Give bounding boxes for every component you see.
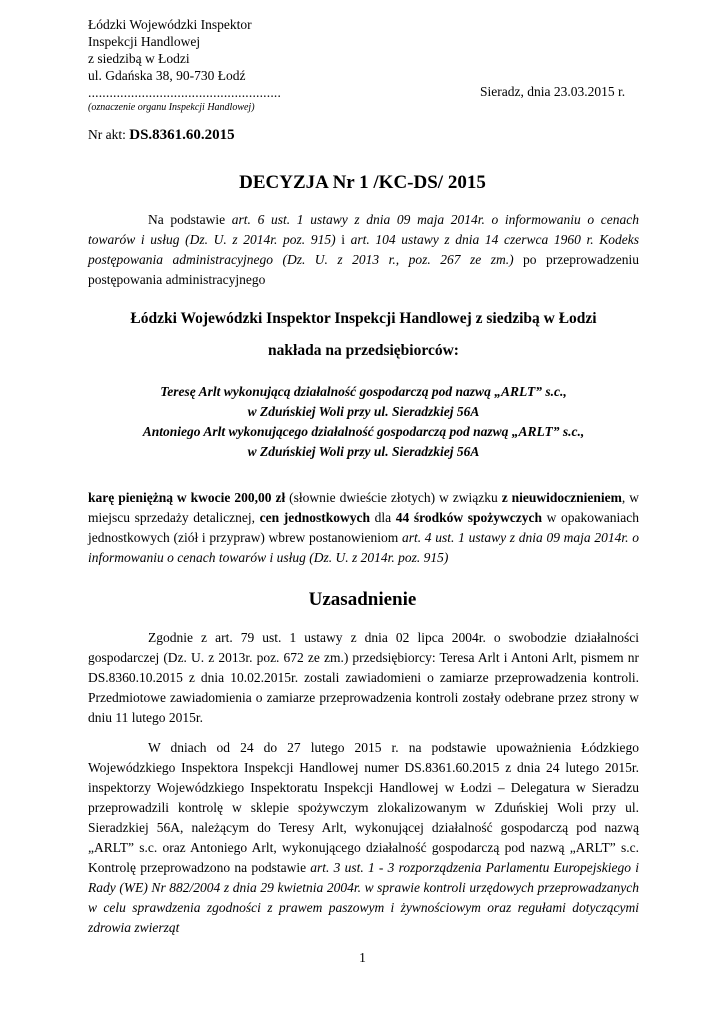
page-number: 1: [359, 950, 366, 965]
justification-citation: art. 3 ust. 1 - 3 rozporządzenia Parlamentu Europejskiego i Rady (WE) Nr 882/2004 z dnia 29 kwietnia 2004r. w sprawie kontroli urzędowych przeprowadzanych w celu sprawdzenia zgodności z prawem paszowym i żywnościowym oraz regułami dotyczącymi zdrowia zwierząt: [88, 860, 639, 935]
legal-basis-text-3: po przeprowadzeniu postępowania administracyjnego: [88, 252, 639, 287]
party-line-4: w Zduńskiej Woli przy ul. Sieradzkiej 56A: [247, 444, 480, 459]
penalty-amount: karę pieniężną w kwocie 200,00 zł: [88, 490, 286, 505]
org-note: (oznaczenie organu Inspekcji Handlowej): [88, 102, 255, 113]
authority-line: Łódzki Wojewódzki Inspektor Inspekcji Handlowej z siedzibą w Łodzi: [130, 310, 597, 327]
place-date: Sieradz, dnia 23.03.2015 r.: [480, 84, 626, 99]
party-line-3: Antoniego Arlt wykonującego działalność gospodarczą pod nazwą „ARLT” s.c.,: [142, 424, 585, 439]
party-line-1: Teresę Arlt wykonującą działalność gospodarczą pod nazwą „ARLT” s.c.,: [160, 384, 567, 399]
justification-heading: Uzasadnienie: [308, 589, 417, 610]
signature-dots: ......................................................: [88, 85, 282, 100]
penalty-text-3: dla: [370, 510, 396, 525]
justification-paragraph-2: [88, 738, 639, 938]
org-line-2: Inspekcji Handlowej: [88, 34, 201, 49]
justification-text-1: Zgodnie z art. 79 ust. 1 ustawy z dnia 02 lipca 2004r. o swobodzie działalności gospodarczej (Dz. U. z 2013r. poz. 672 ze zm.) przedsiębiorcy: Teresa Arlt i Antoni Arlt, pismem nr DS.8360.10.2015 z dnia 10.02.2015r. zostali zawiadomieni o zamiarze przeprowadzenia kontroli. Przedmiotowe zawiadomienia o zamiarze przeprowadzenia kontroli zostały odebrane przez strony w dniu 11 lutego 2015r.: [88, 630, 639, 725]
legal-basis-paragraph: [88, 210, 639, 290]
penalty-text-1: (słownie dwieście złotych) w związku: [285, 490, 502, 505]
legal-basis-citation-1: art. 6 ust. 1 ustawy z dnia 09 maja 2014r. o informowaniu o cenach towarów i usług (Dz. U. z 2014r. poz. 915): [88, 212, 639, 247]
org-address: ul. Gdańska 38, 90-730 Łodź: [88, 68, 246, 83]
legal-basis-citation-2: art. 104 ustawy z dnia 14 czerwca 1960 r. Kodeks postępowania administracyjnego (Dz. U. z 2013 r., poz. 267 ze zm.): [88, 232, 639, 267]
issuing-authority-block: [88, 16, 281, 114]
penalty-bold-2: z nieuwidocznieniem: [501, 490, 622, 505]
case-number: [88, 127, 235, 144]
legal-basis-text-1: Na podstawie: [148, 212, 232, 227]
case-number-label: Nr akt:: [88, 127, 130, 142]
justification-paragraph-1: [88, 628, 639, 728]
org-line-1: Łódzki Wojewódzki Inspektor: [88, 17, 252, 32]
org-line-3: z siedzibą w Łodzi: [88, 51, 190, 66]
party-line-2: w Zduńskiej Woli przy ul. Sieradzkiej 56A: [247, 404, 480, 419]
decision-title: DECYZJA Nr 1 /KC-DS/ 2015: [239, 172, 486, 193]
penalty-paragraph: [88, 488, 639, 568]
penalty-text-2: , w miejscu sprzedaży detalicznej,: [88, 490, 639, 525]
parties-block: [88, 382, 639, 462]
justification-text-2: W dniach od 24 do 27 lutego 2015 r. na podstawie upoważnienia Łódzkiego Wojewódzkiego Inspektora Inspekcji Handlowej numer DS.8361.60.2015 z dnia 24 lutego 2015r. inspektorzy Wojewódzkiego Inspektoratu Inspekcji Handlowej w Łodzi – Delegatura w Sieradzu przeprowadzili kontrolę w sklepie spożywczym zlokalizowanym w Zduńskiej Woli przy ul. Sieradzkiej 56A, należącym do Teresy Arlt, wykonującej działalność gospodarczą pod nazwą „ARLT” s.c. oraz Antoniego Arlt, wykonującego działalność gospodarczą pod nazwą „ARLT” s.c. Kontrolę przeprowadzono na podstawie: [88, 740, 639, 875]
case-number-value: DS.8361.60.2015: [129, 127, 235, 143]
legal-basis-text-2: i: [335, 232, 351, 247]
penalty-text-4: w opakowaniach jednostkowych (ziół i przypraw) wbrew postanowieniom: [88, 510, 639, 545]
penalty-bold-3: cen jednostkowych: [259, 510, 371, 525]
penalty-citation: art. 4 ust. 1 ustawy z dnia 09 maja 2014r. o informowaniu o cenach towarów i usług (Dz. U. z 2014r. poz. 915): [88, 530, 639, 565]
imposes-line: nakłada na przedsiębiorców:: [268, 342, 459, 359]
penalty-bold-4: 44 środków spożywczych: [395, 510, 543, 525]
